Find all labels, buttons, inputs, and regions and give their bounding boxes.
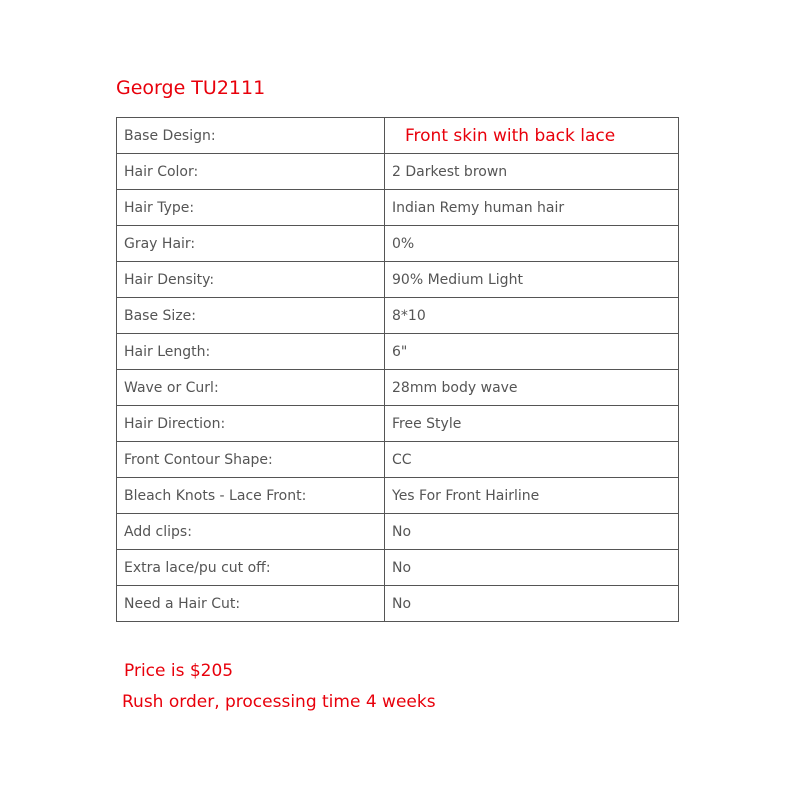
table-row	[117, 298, 679, 334]
row-label: Add clips:	[117, 514, 385, 550]
table-row	[117, 406, 679, 442]
row-label: Hair Density:	[117, 262, 385, 298]
row-value: Free Style	[385, 406, 679, 442]
row-value: Front skin with back lace	[385, 118, 679, 154]
row-value: 8*10	[385, 298, 679, 334]
table-row	[117, 442, 679, 478]
table-row	[117, 586, 679, 622]
row-value: No	[385, 586, 679, 622]
table-row	[117, 226, 679, 262]
table-row	[117, 118, 679, 154]
row-value: 90% Medium Light	[385, 262, 679, 298]
table-row	[117, 550, 679, 586]
row-value: No	[385, 514, 679, 550]
row-value: CC	[385, 442, 679, 478]
price-note: Price is $205	[124, 661, 234, 681]
table-row	[117, 478, 679, 514]
row-value: 6"	[385, 334, 679, 370]
table-row	[117, 262, 679, 298]
spec-table-body	[117, 118, 679, 622]
spec-table	[116, 117, 679, 622]
page-title: George TU2111	[116, 77, 266, 99]
row-value: No	[385, 550, 679, 586]
table-row	[117, 190, 679, 226]
row-label: Extra lace/pu cut off:	[117, 550, 385, 586]
row-label: Front Contour Shape:	[117, 442, 385, 478]
row-label: Bleach Knots - Lace Front:	[117, 478, 385, 514]
row-label: Hair Color:	[117, 154, 385, 190]
row-value: Yes For Front Hairline	[385, 478, 679, 514]
table-row	[117, 514, 679, 550]
row-label: Wave or Curl:	[117, 370, 385, 406]
table-row	[117, 154, 679, 190]
table-row	[117, 334, 679, 370]
table-row	[117, 370, 679, 406]
row-value: Indian Remy human hair	[385, 190, 679, 226]
row-label: Base Design:	[117, 118, 385, 154]
row-value: 28mm body wave	[385, 370, 679, 406]
row-label: Gray Hair:	[117, 226, 385, 262]
row-label: Hair Direction:	[117, 406, 385, 442]
row-label: Hair Length:	[117, 334, 385, 370]
row-value: 2 Darkest brown	[385, 154, 679, 190]
row-value: 0%	[385, 226, 679, 262]
row-label: Base Size:	[117, 298, 385, 334]
rush-order-note: Rush order, processing time 4 weeks	[122, 692, 436, 712]
row-label: Hair Type:	[117, 190, 385, 226]
row-label: Need a Hair Cut:	[117, 586, 385, 622]
